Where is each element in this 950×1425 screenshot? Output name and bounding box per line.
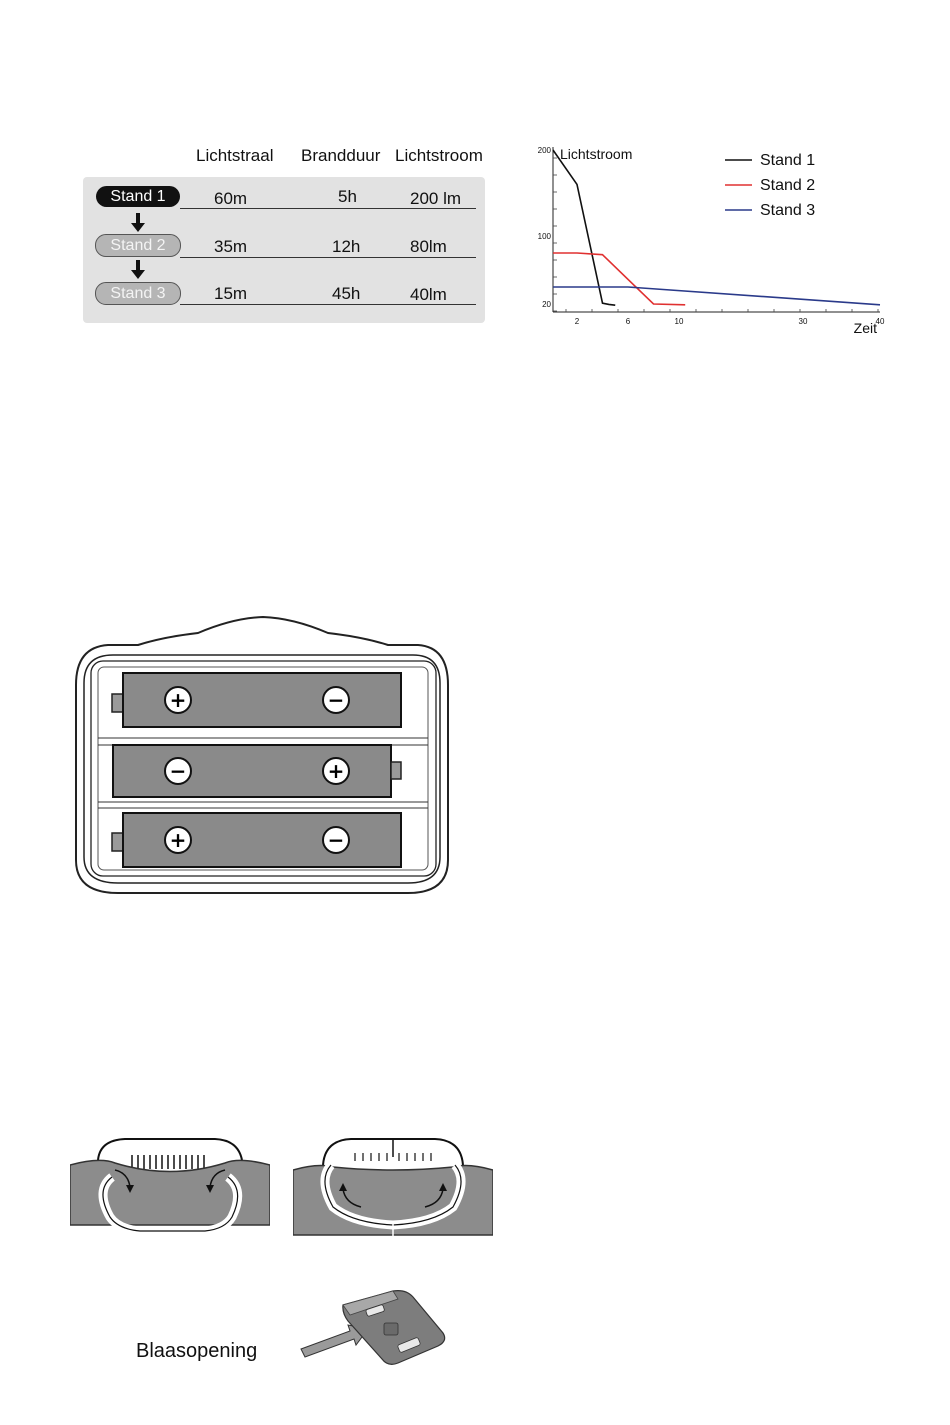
duration-value: 12h	[332, 237, 361, 256]
down-arrow-icon	[131, 213, 145, 233]
table-header-lichtstroom: Lichtstroom	[395, 146, 483, 165]
down-arrow-icon	[131, 260, 145, 280]
minus-icon	[323, 827, 349, 853]
svg-text:+: +	[169, 828, 187, 852]
battery-cell	[112, 673, 401, 727]
legend-entry: Stand 2	[760, 177, 816, 194]
beam-value: 60m	[214, 189, 248, 208]
row-divider	[180, 208, 476, 209]
svg-text:−: −	[169, 759, 187, 783]
mode-table-panel	[83, 177, 485, 323]
series-line	[553, 253, 685, 305]
flux-value: 80lm	[410, 237, 447, 256]
headband-removal-diagram	[70, 1135, 270, 1240]
flux-value: 40lm	[410, 285, 447, 304]
minus-icon	[165, 758, 191, 784]
y-axis-label: Lichtstroom	[560, 146, 633, 162]
blaasopening-label: Blaasopening	[136, 1340, 258, 1362]
mode-pill-stand-3: Stand 3	[95, 282, 181, 305]
y-tick-label: 20	[542, 300, 551, 309]
row-divider	[180, 304, 476, 305]
beam-value: 15m	[214, 284, 248, 303]
headband-attach-diagram	[293, 1135, 493, 1240]
minus-icon	[323, 687, 349, 713]
x-tick-label: 2	[574, 317, 580, 326]
x-tick-label: 30	[798, 317, 808, 326]
svg-text:+: +	[169, 688, 187, 712]
y-tick-label: 200	[537, 146, 551, 155]
battery-cell	[113, 745, 401, 797]
plus-icon	[165, 687, 191, 713]
svg-text:+: +	[327, 759, 345, 783]
flux-value: 200 lm	[410, 189, 462, 208]
mode-pill-stand-1: Stand 1	[96, 186, 180, 207]
series-line	[553, 150, 615, 305]
plus-icon	[323, 758, 349, 784]
x-tick-label: 10	[674, 317, 684, 326]
y-tick-label: 100	[537, 232, 551, 241]
beam-value: 35m	[214, 237, 248, 256]
lichtstroom-chart	[520, 135, 900, 350]
svg-text:−: −	[327, 828, 345, 852]
table-header-brandduur: Brandduur	[301, 146, 381, 165]
battery-compartment-diagram	[68, 615, 458, 900]
battery-cell	[112, 813, 401, 867]
x-axis-label: Zeit	[853, 320, 877, 336]
duration-value: 45h	[332, 284, 361, 303]
mode-pill-stand-2: Stand 2	[95, 234, 181, 257]
buckle-diagram	[298, 1283, 448, 1368]
plus-icon	[165, 827, 191, 853]
duration-value: 5h	[338, 187, 357, 206]
svg-text:−: −	[327, 688, 345, 712]
legend-entry: Stand 1	[760, 152, 816, 169]
row-divider	[180, 257, 476, 258]
legend-entry: Stand 3	[760, 202, 816, 219]
table-header-lichtstraal: Lichtstraal	[196, 146, 274, 165]
x-tick-label: 6	[625, 317, 631, 326]
x-tick-label: 40	[875, 317, 885, 326]
